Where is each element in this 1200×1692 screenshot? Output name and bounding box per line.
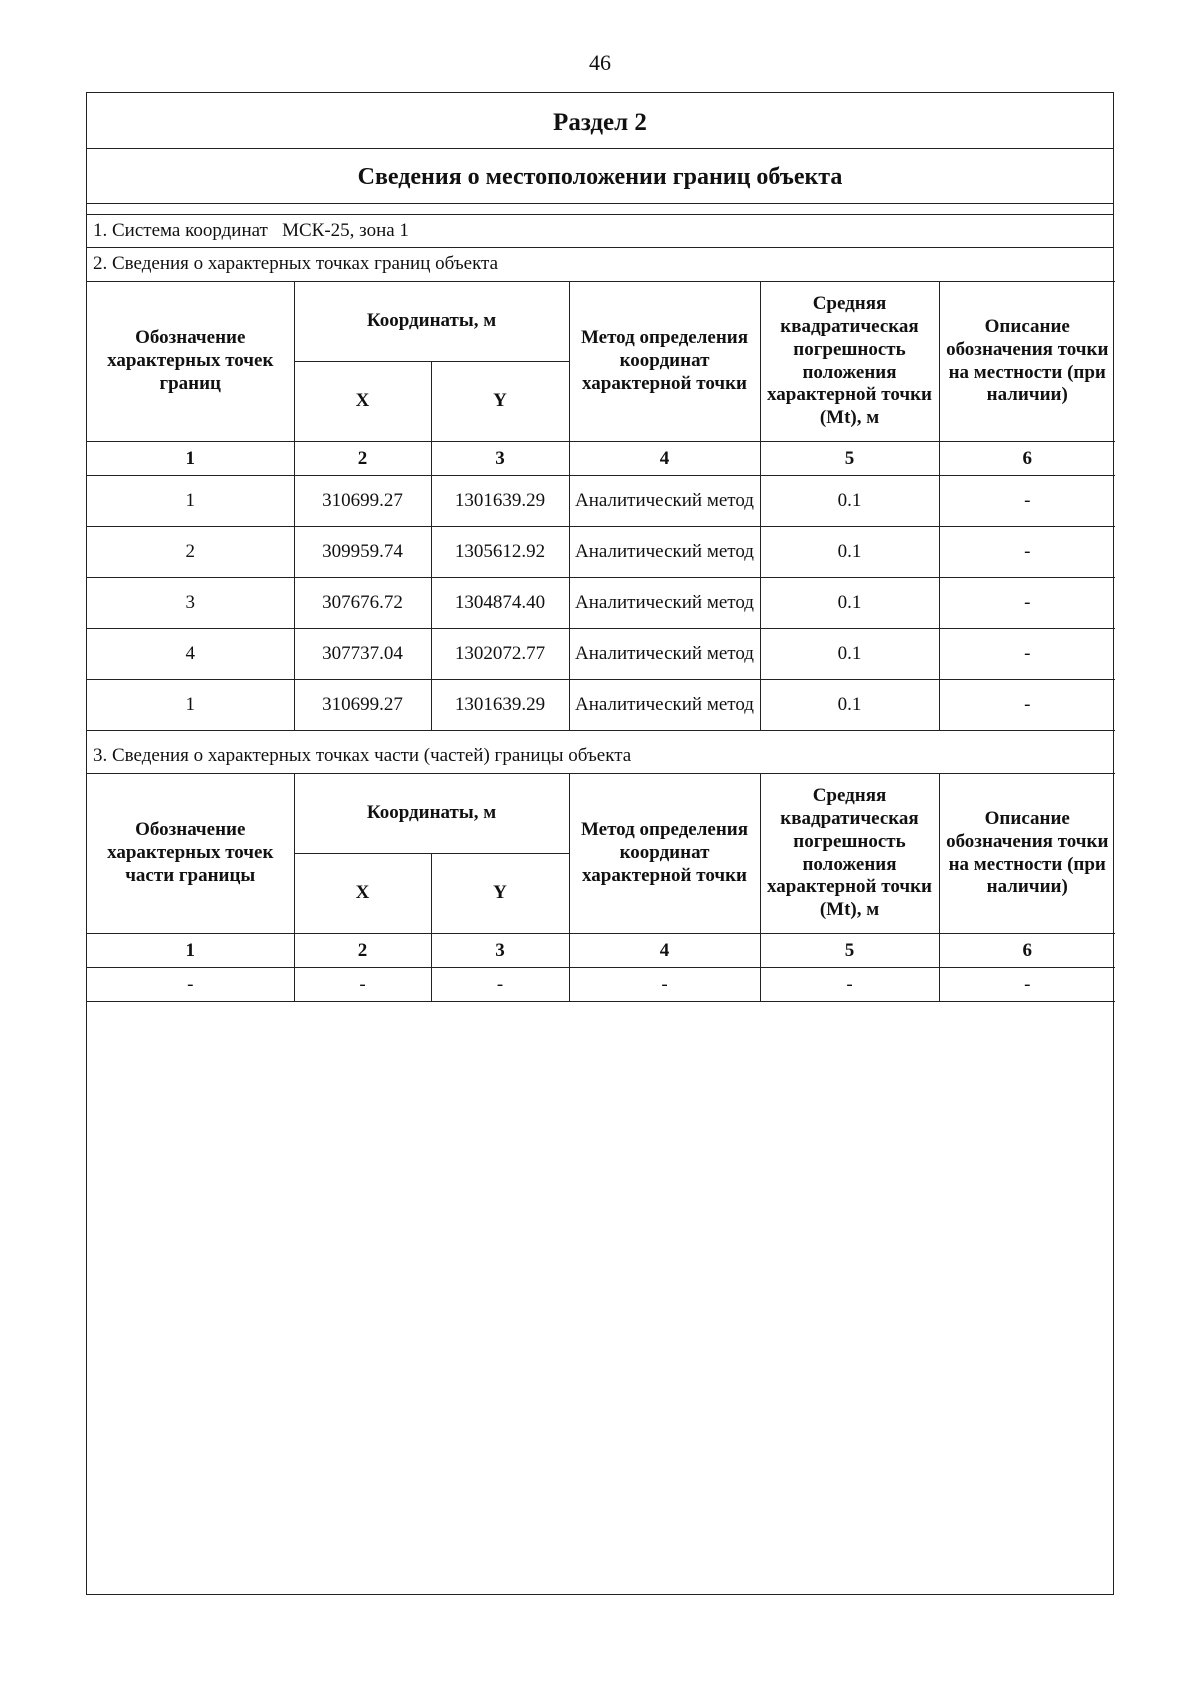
cell-point: 2: [87, 527, 294, 578]
column-number-row: [87, 442, 1115, 476]
cell-point: 3: [87, 578, 294, 629]
col-number: 2: [294, 934, 431, 968]
section-title: Раздел 2: [553, 109, 647, 136]
cell-error: 0.1: [760, 527, 939, 578]
section-subtitle: Сведения о местоположении границ объекта: [357, 164, 843, 190]
cell-method: -: [569, 968, 760, 1002]
col-number: 2: [294, 442, 431, 476]
cell-y: 1301639.29: [431, 476, 569, 527]
cell-method: Аналитический метод: [569, 680, 760, 731]
cell-point: 1: [87, 680, 294, 731]
divider: [87, 214, 1113, 215]
header-y: Y: [431, 854, 569, 934]
cell-method: Аналитический метод: [569, 527, 760, 578]
cell-y: 1304874.40: [431, 578, 569, 629]
cell-error: -: [760, 968, 939, 1002]
col-number: 5: [760, 934, 939, 968]
table-row: [87, 968, 1115, 1002]
divider: [87, 203, 1113, 204]
header-coords: Координаты, м: [294, 282, 569, 362]
divider: [87, 247, 1113, 248]
cell-y: 1305612.92: [431, 527, 569, 578]
header-method: Метод определения координат характерной точки: [569, 282, 760, 442]
cell-method: Аналитический метод: [569, 476, 760, 527]
col-number: 1: [87, 934, 294, 968]
cell-desc: -: [939, 476, 1115, 527]
cell-error: 0.1: [760, 578, 939, 629]
table-row: [87, 527, 1115, 578]
header-coords: Координаты, м: [294, 774, 569, 854]
coordinate-system-value: МСК-25, зона 1: [282, 220, 409, 241]
boundary-points-table: [87, 281, 1115, 731]
table-row: [87, 680, 1115, 731]
col-number: 5: [760, 442, 939, 476]
col-number: 6: [939, 442, 1115, 476]
cell-desc: -: [939, 578, 1115, 629]
cell-point: 1: [87, 476, 294, 527]
cell-x: 307737.04: [294, 629, 431, 680]
table-row: [87, 476, 1115, 527]
cell-x: -: [294, 968, 431, 1002]
cell-method: Аналитический метод: [569, 578, 760, 629]
cell-x: 310699.27: [294, 476, 431, 527]
column-number-row: [87, 934, 1115, 968]
header-error: Средняя квадратическая погрешность положения характерной точки (Mt), м: [760, 282, 939, 442]
col-number: 4: [569, 934, 760, 968]
cell-point: -: [87, 968, 294, 1002]
divider: [87, 148, 1113, 149]
page-number: 46: [589, 50, 611, 75]
header-method: Метод определения координат характерной точки: [569, 774, 760, 934]
header-y: Y: [431, 362, 569, 442]
part-boundary-points-table: [87, 773, 1115, 1002]
document-frame: [86, 92, 1114, 1595]
header-x: X: [294, 854, 431, 934]
cell-error: 0.1: [760, 680, 939, 731]
col-number: 4: [569, 442, 760, 476]
cell-y: 1301639.29: [431, 680, 569, 731]
col-number: 3: [431, 934, 569, 968]
table-row: [87, 629, 1115, 680]
table-row: [87, 578, 1115, 629]
cell-x: 307676.72: [294, 578, 431, 629]
cell-point: 4: [87, 629, 294, 680]
header-description: Описание обозначения точки на местности (при наличии): [939, 774, 1115, 934]
cell-y: 1302072.77: [431, 629, 569, 680]
col-number: 3: [431, 442, 569, 476]
table2-caption: 3. Сведения о характерных точках части (частей) границы объекта: [93, 745, 632, 766]
header-x: X: [294, 362, 431, 442]
cell-error: 0.1: [760, 476, 939, 527]
cell-error: 0.1: [760, 629, 939, 680]
cell-desc: -: [939, 527, 1115, 578]
cell-method: Аналитический метод: [569, 629, 760, 680]
cell-x: 310699.27: [294, 680, 431, 731]
cell-desc: -: [939, 968, 1115, 1002]
col-number: 1: [87, 442, 294, 476]
header-error: Средняя квадратическая погрешность положения характерной точки (Mt), м: [760, 774, 939, 934]
coordinate-system-label: 1. Система координат: [93, 220, 268, 241]
cell-desc: -: [939, 629, 1115, 680]
header-point: Обозначение характерных точек части границы: [87, 774, 294, 934]
coordinate-system-line: [87, 216, 1113, 246]
cell-x: 309959.74: [294, 527, 431, 578]
table1-caption: 2. Сведения о характерных точках границ объекта: [93, 253, 499, 274]
cell-y: -: [431, 968, 569, 1002]
header-point: Обозначение характерных точек границ: [87, 282, 294, 442]
header-description: Описание обозначения точки на местности (при наличии): [939, 282, 1115, 442]
col-number: 6: [939, 934, 1115, 968]
cell-desc: -: [939, 680, 1115, 731]
